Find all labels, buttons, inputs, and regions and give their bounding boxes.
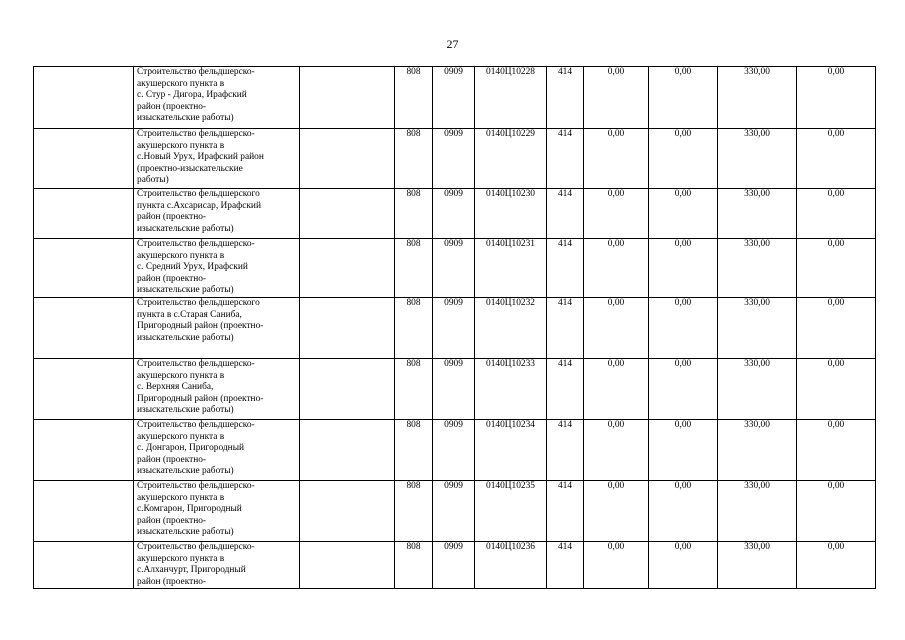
ministry-code-cell: 808	[395, 359, 433, 420]
table-row	[34, 481, 876, 542]
blank-cell	[34, 129, 134, 189]
target-article-cell: 0140Ц10232	[475, 298, 547, 359]
amount-2-cell: 0,00	[649, 542, 718, 589]
description-line: работы)	[137, 175, 169, 186]
table-row	[34, 420, 876, 481]
description-line: акушерского пункта в	[137, 431, 225, 442]
amount-4-cell: 0,00	[797, 239, 876, 298]
section-code-cell: 0909	[433, 129, 475, 189]
description-line: изыскательские работы)	[137, 223, 234, 234]
description-line: с.Новый Урух, Ирафский район	[137, 152, 264, 163]
amount-4-cell: 0,00	[797, 359, 876, 420]
section-code-cell: 0909	[433, 481, 475, 542]
amount-1-cell: 0,00	[584, 542, 649, 589]
page-number: 27	[446, 37, 459, 51]
expense-type-cell: 414	[547, 298, 584, 359]
blank-cell	[34, 239, 134, 298]
description-line: пункта с.Ахсарисар, Ирафский	[137, 200, 261, 211]
ministry-code-cell: 808	[395, 481, 433, 542]
description-line: изыскательские работы)	[137, 466, 234, 477]
description-line: район (проектно-	[137, 576, 207, 587]
ministry-code-cell: 808	[395, 189, 433, 239]
target-article-cell: 0140Ц10228	[475, 67, 547, 129]
amount-2-cell: 0,00	[649, 189, 718, 239]
description-cell	[134, 189, 300, 239]
description-line: Пригородный район (проектно-	[137, 321, 264, 332]
blank-cell	[300, 359, 395, 420]
description-line: Строительство фельдшерско-	[137, 239, 255, 249]
description-line: с.Алханчурт, Пригородный	[137, 565, 246, 576]
ministry-code-cell: 808	[395, 129, 433, 189]
description-line: Пригородный район (проектно-	[137, 393, 264, 404]
description-cell	[134, 359, 300, 420]
blank-cell	[300, 420, 395, 481]
amount-4-cell: 0,00	[797, 189, 876, 239]
amount-3-cell: 330,00	[718, 67, 797, 129]
description-line: Строительство фельдшерского	[137, 189, 260, 199]
description-line: Строительство фельдшерско-	[137, 359, 255, 369]
expense-type-cell: 414	[547, 420, 584, 481]
blank-cell	[34, 420, 134, 481]
description-line: район (проектно-	[137, 454, 207, 465]
description-line: район (проектно-	[137, 515, 207, 526]
target-article-cell: 0140Ц10235	[475, 481, 547, 542]
table-row	[34, 359, 876, 420]
blank-cell	[34, 481, 134, 542]
ministry-code-cell: 808	[395, 420, 433, 481]
amount-1-cell: 0,00	[584, 129, 649, 189]
amount-2-cell: 0,00	[649, 298, 718, 359]
target-article-cell: 0140Ц10230	[475, 189, 547, 239]
amount-4-cell: 0,00	[797, 298, 876, 359]
description-line: акушерского пункта в	[137, 492, 225, 503]
table-row	[34, 542, 876, 589]
table-row	[34, 239, 876, 298]
target-article-cell: 0140Ц10231	[475, 239, 547, 298]
amount-1-cell: 0,00	[584, 298, 649, 359]
blank-cell	[300, 129, 395, 189]
table-row	[34, 129, 876, 189]
expense-type-cell: 414	[547, 359, 584, 420]
section-code-cell: 0909	[433, 239, 475, 298]
section-code-cell: 0909	[433, 359, 475, 420]
amount-4-cell: 0,00	[797, 67, 876, 129]
description-line: (проектно-изыскательские	[137, 163, 243, 174]
amount-1-cell: 0,00	[584, 481, 649, 542]
description-line: пункта в с.Старая Саниба,	[137, 309, 242, 320]
blank-cell	[34, 542, 134, 589]
target-article-cell: 0140Ц10236	[475, 542, 547, 589]
description-line: Строительство фельдшерско-	[137, 542, 255, 552]
description-cell	[134, 298, 300, 359]
expense-type-cell: 414	[547, 67, 584, 129]
ministry-code-cell: 808	[395, 298, 433, 359]
amount-1-cell: 0,00	[584, 420, 649, 481]
amount-4-cell: 0,00	[797, 542, 876, 589]
description-line: изыскательские работы)	[137, 332, 234, 343]
description-line: изыскательские работы)	[137, 113, 234, 124]
table-body	[34, 67, 876, 589]
blank-cell	[34, 189, 134, 239]
blank-cell	[34, 359, 134, 420]
description-line: с. Стур - Дигора, Ирафский	[137, 90, 247, 101]
table-row	[34, 189, 876, 239]
ministry-code-cell: 808	[395, 67, 433, 129]
blank-cell	[300, 189, 395, 239]
expense-type-cell: 414	[547, 129, 584, 189]
description-line: изыскательские работы)	[137, 285, 234, 296]
section-code-cell: 0909	[433, 67, 475, 129]
blank-cell	[34, 67, 134, 129]
description-line: район (проектно-	[137, 212, 207, 223]
description-line: с. Донгарон, Пригородный	[137, 443, 245, 454]
blank-cell	[300, 67, 395, 129]
target-article-cell: 0140Ц10229	[475, 129, 547, 189]
blank-cell	[300, 239, 395, 298]
description-cell	[134, 420, 300, 481]
amount-3-cell: 330,00	[718, 481, 797, 542]
amount-2-cell: 0,00	[649, 129, 718, 189]
description-line: с.Комгарон, Пригородный	[137, 504, 242, 515]
description-line: акушерского пункта в	[137, 370, 225, 381]
description-line: район (проектно-	[137, 101, 207, 112]
description-cell	[134, 239, 300, 298]
description-line: изыскательские работы)	[137, 527, 234, 538]
amount-1-cell: 0,00	[584, 239, 649, 298]
description-line: Строительство фельдшерско-	[137, 129, 255, 139]
table-row	[34, 298, 876, 359]
section-code-cell: 0909	[433, 420, 475, 481]
description-cell	[134, 67, 300, 129]
budget-table	[33, 66, 876, 589]
expense-type-cell: 414	[547, 542, 584, 589]
amount-3-cell: 330,00	[718, 239, 797, 298]
amount-3-cell: 330,00	[718, 189, 797, 239]
amount-1-cell: 0,00	[584, 359, 649, 420]
description-line: с. Верхняя Саниба,	[137, 382, 214, 393]
description-cell	[134, 481, 300, 542]
amount-3-cell: 330,00	[718, 298, 797, 359]
section-code-cell: 0909	[433, 542, 475, 589]
expense-type-cell: 414	[547, 189, 584, 239]
description-line: Строительство фельдшерско-	[137, 481, 255, 491]
amount-3-cell: 330,00	[718, 129, 797, 189]
ministry-code-cell: 808	[395, 239, 433, 298]
amount-4-cell: 0,00	[797, 481, 876, 542]
description-line: с. Средний Урух, Ирафский	[137, 262, 248, 273]
description-line: акушерского пункта в	[137, 78, 225, 89]
blank-cell	[34, 298, 134, 359]
ministry-code-cell: 808	[395, 542, 433, 589]
description-line: район (проектно-	[137, 273, 207, 284]
description-line: акушерского пункта в	[137, 250, 225, 261]
description-line: Строительство фельдшерского	[137, 298, 260, 308]
expense-type-cell: 414	[547, 239, 584, 298]
blank-cell	[300, 542, 395, 589]
amount-2-cell: 0,00	[649, 359, 718, 420]
amount-3-cell: 330,00	[718, 359, 797, 420]
description-cell	[134, 542, 300, 589]
amount-2-cell: 0,00	[649, 67, 718, 129]
table-row	[34, 67, 876, 129]
blank-cell	[300, 481, 395, 542]
amount-1-cell: 0,00	[584, 189, 649, 239]
amount-4-cell: 0,00	[797, 420, 876, 481]
description-line: изыскательские работы)	[137, 405, 234, 416]
target-article-cell: 0140Ц10234	[475, 420, 547, 481]
description-line: Строительство фельдшерско-	[137, 67, 255, 77]
amount-3-cell: 330,00	[718, 420, 797, 481]
target-article-cell: 0140Ц10233	[475, 359, 547, 420]
blank-cell	[300, 298, 395, 359]
description-line: акушерского пункта в	[137, 553, 225, 564]
amount-2-cell: 0,00	[649, 481, 718, 542]
description-line: Строительство фельдшерско-	[137, 420, 255, 430]
amount-1-cell: 0,00	[584, 67, 649, 129]
section-code-cell: 0909	[433, 189, 475, 239]
description-cell	[134, 129, 300, 189]
amount-2-cell: 0,00	[649, 239, 718, 298]
description-line: акушерского пункта в	[137, 140, 225, 151]
section-code-cell: 0909	[433, 298, 475, 359]
expense-type-cell: 414	[547, 481, 584, 542]
amount-4-cell: 0,00	[797, 129, 876, 189]
amount-2-cell: 0,00	[649, 420, 718, 481]
amount-3-cell: 330,00	[718, 542, 797, 589]
